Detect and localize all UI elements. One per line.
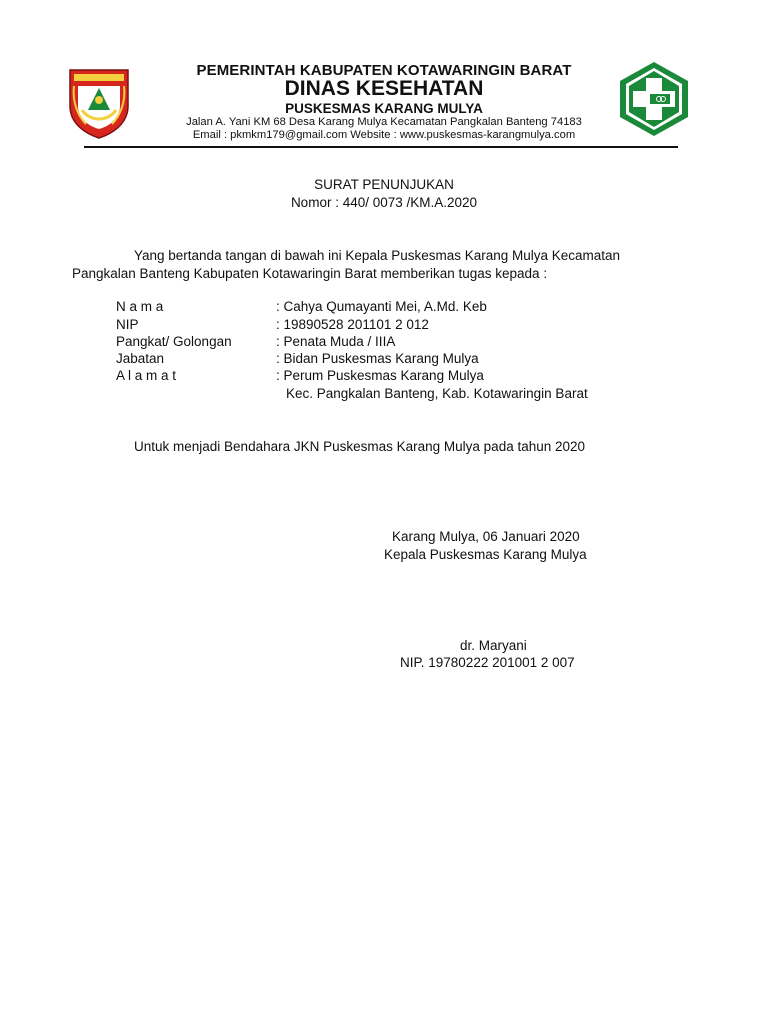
field-label-jabatan: Jabatan (116, 351, 165, 366)
field-value-jabatan: : Bidan Puskesmas Karang Mulya (276, 351, 479, 366)
header-divider (84, 146, 678, 148)
signer-name: dr. Maryani (460, 638, 527, 653)
field-value-nama: : Cahya Qumayanti Mei, A.Md. Keb (276, 299, 487, 314)
header-government: PEMERINTAH KABUPATEN KOTAWARINGIN BARAT (196, 62, 572, 79)
place-date: Karang Mulya, 06 Januari 2020 (392, 529, 580, 544)
field-value-alamat: : Perum Puskesmas Karang Mulya (276, 368, 484, 383)
field-label-nip: NIP (116, 317, 139, 332)
purpose-statement: Untuk menjadi Bendahara JKN Puskesmas Karang Mulya pada tahun 2020 (134, 439, 586, 454)
signer-nip: NIP. 19780222 201001 2 007 (400, 655, 575, 670)
field-value-nip: : 19890528 201101 2 012 (276, 317, 429, 332)
header-address: Jalan A. Yani KM 68 Desa Karang Mulya Kecamatan Pangkalan Banteng 74183 (186, 116, 582, 128)
intro-line-1: Yang bertanda tangan di bawah ini Kepala Puskesmas Karang Mulya Kecamatan (134, 248, 621, 263)
field-value-pangkat: : Penata Muda / IIIA (276, 334, 396, 349)
field-value-alamat-cont: Kec. Pangkalan Banteng, Kab. Kotawaringin Barat (286, 386, 588, 401)
signer-title: Kepala Puskesmas Karang Mulya (384, 547, 587, 562)
letter-number: Nomor : 440/ 0073 /KM.A.2020 (290, 195, 478, 210)
field-label-alamat: A l a m a t (116, 368, 177, 383)
regency-emblem-icon (66, 66, 132, 140)
field-label-pangkat: Pangkat/ Golongan (116, 334, 232, 349)
letter-title: SURAT PENUNJUKAN (314, 177, 454, 192)
intro-paragraph (72, 247, 696, 283)
puskesmas-cross-icon (617, 60, 691, 138)
header-clinic: PUSKESMAS KARANG MULYA (285, 101, 483, 116)
intro-line-2: Pangkalan Banteng Kabupaten Kotawaringin Barat memberikan tugas kepada : (72, 266, 548, 281)
field-label-nama: N a m a (116, 299, 164, 314)
header-agency: DINAS KESEHATAN (284, 77, 484, 100)
header-contact: Email : pkmkm179@gmail.com Website : www.puskesmas-karangmulya.com (192, 129, 576, 141)
